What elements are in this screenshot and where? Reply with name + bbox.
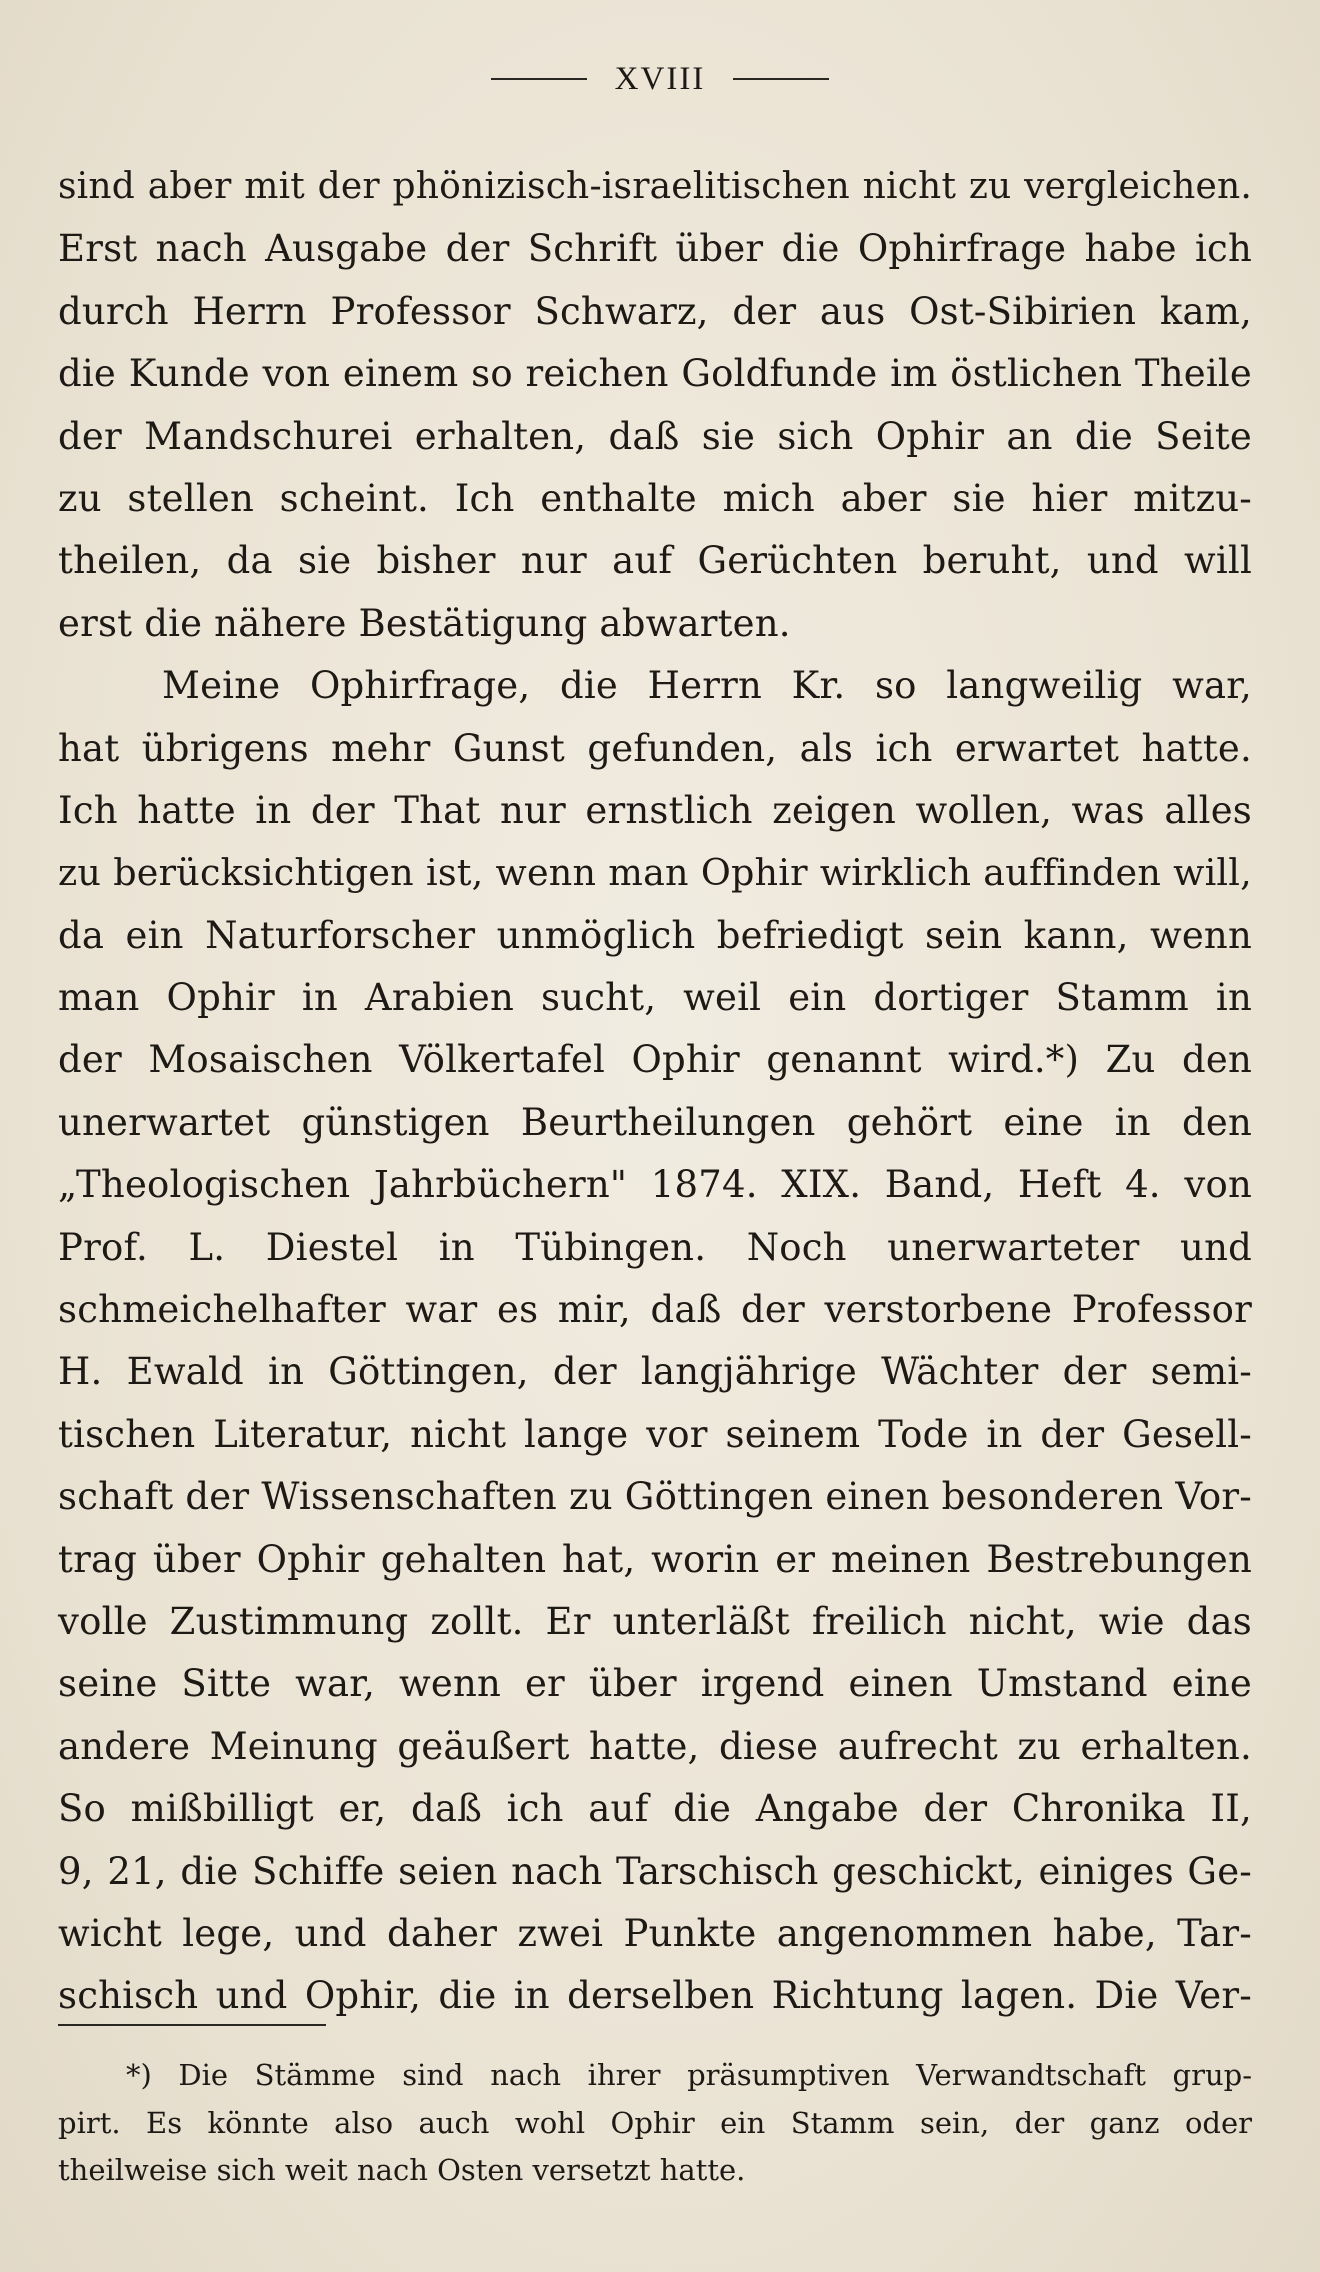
footnote-line: pirt. Es könnte also auch wohl Ophir ein Stamm sein, der ganz oder bbox=[58, 2105, 1252, 2140]
footnotes bbox=[58, 2052, 1252, 2195]
text-line: zu berücksichtigen ist, wenn man Ophir wirklich auffinden will, bbox=[58, 851, 1252, 895]
text-line: die Kunde von einem so reichen Goldfunde im östlichen Theile bbox=[58, 352, 1252, 396]
page-number: XVIII bbox=[614, 60, 706, 97]
text-line: seine Sitte war, wenn er über irgend einen Umstand eine bbox=[58, 1662, 1252, 1706]
text-line: wicht lege, und daher zwei Punkte angenommen habe, Tar- bbox=[58, 1911, 1252, 1955]
text-line: tischen Literatur, nicht lange vor seinem Tode in der Gesell- bbox=[58, 1412, 1252, 1456]
text-line: zu stellen scheint. Ich enthalte mich aber sie hier mitzu- bbox=[58, 476, 1252, 520]
footnote-rule bbox=[58, 2024, 326, 2026]
text-line: schaft der Wissenschaften zu Göttingen einen besonderen Vor- bbox=[58, 1475, 1252, 1519]
text-line: sind aber mit der phönizisch-israelitischen nicht zu vergleichen. bbox=[58, 166, 1252, 207]
text-line: „Theologischen Jahrbüchern" 1874. XIX. Band, Heft 4. von bbox=[58, 1163, 1252, 1207]
text-line: Erst nach Ausgabe der Schrift über die Ophirfrage habe ich bbox=[58, 227, 1252, 271]
text-line: da ein Naturforscher unmöglich befriedigt sein kann, wenn bbox=[58, 913, 1252, 957]
text-line: schisch und Ophir, die in derselben Richtung lagen. Die Ver- bbox=[58, 1974, 1252, 2018]
text-line: man Ophir in Arabien sucht, weil ein dortiger Stamm in bbox=[58, 976, 1252, 1020]
text-line: Meine Ophirfrage, die Herrn Kr. so langweilig war, bbox=[162, 664, 1252, 708]
text-line: durch Herrn Professor Schwarz, der aus Ost-Sibirien kam, bbox=[58, 289, 1252, 333]
text-line: der Mosaischen Völkertafel Ophir genannt wird.*) Zu den bbox=[58, 1038, 1252, 1082]
text-line: So mißbilligt er, daß ich auf die Angabe der Chronika II, bbox=[58, 1787, 1252, 1831]
text-line: andere Meinung geäußert hatte, diese aufrecht zu erhalten. bbox=[58, 1724, 1252, 1768]
text-line: erst die nähere Bestätigung abwarten. bbox=[58, 601, 791, 645]
header-rule-right bbox=[733, 78, 829, 80]
text-line: der Mandschurei erhalten, daß sie sich Ophir an die Seite bbox=[58, 414, 1252, 458]
header-rule-left bbox=[491, 78, 587, 80]
page-header bbox=[0, 54, 1320, 104]
text-line: theilen, da sie bisher nur auf Gerüchten beruht, und will bbox=[58, 539, 1252, 583]
text-line: H. Ewald in Göttingen, der langjährige Wächter der semi- bbox=[58, 1350, 1252, 1394]
footnote-line: *) Die Stämme sind nach ihrer präsumptiven Verwandtschaft grup- bbox=[126, 2058, 1252, 2092]
text-line: 9, 21, die Schiffe seien nach Tarschisch geschickt, einiges Ge- bbox=[58, 1849, 1252, 1893]
text-line: hat übrigens mehr Gunst gefunden, als ich erwartet hatte. bbox=[58, 726, 1252, 770]
text-line: trag über Ophir gehalten hat, worin er meinen Bestrebungen bbox=[58, 1537, 1252, 1581]
text-line: Prof. L. Diestel in Tübingen. Noch unerwarteter und bbox=[58, 1225, 1252, 1269]
body-text bbox=[58, 156, 1252, 2028]
text-line: volle Zustimmung zollt. Er unterläßt freilich nicht, wie das bbox=[58, 1599, 1252, 1643]
footnote-line: theilweise sich weit nach Osten versetzt hatte. bbox=[58, 2153, 746, 2187]
text-line: unerwartet günstigen Beurtheilungen gehört eine in den bbox=[58, 1100, 1252, 1144]
text-line: Ich hatte in der That nur ernstlich zeigen wollen, was alles bbox=[58, 788, 1252, 832]
text-line: schmeichelhafter war es mir, daß der verstorbene Professor bbox=[58, 1288, 1252, 1332]
